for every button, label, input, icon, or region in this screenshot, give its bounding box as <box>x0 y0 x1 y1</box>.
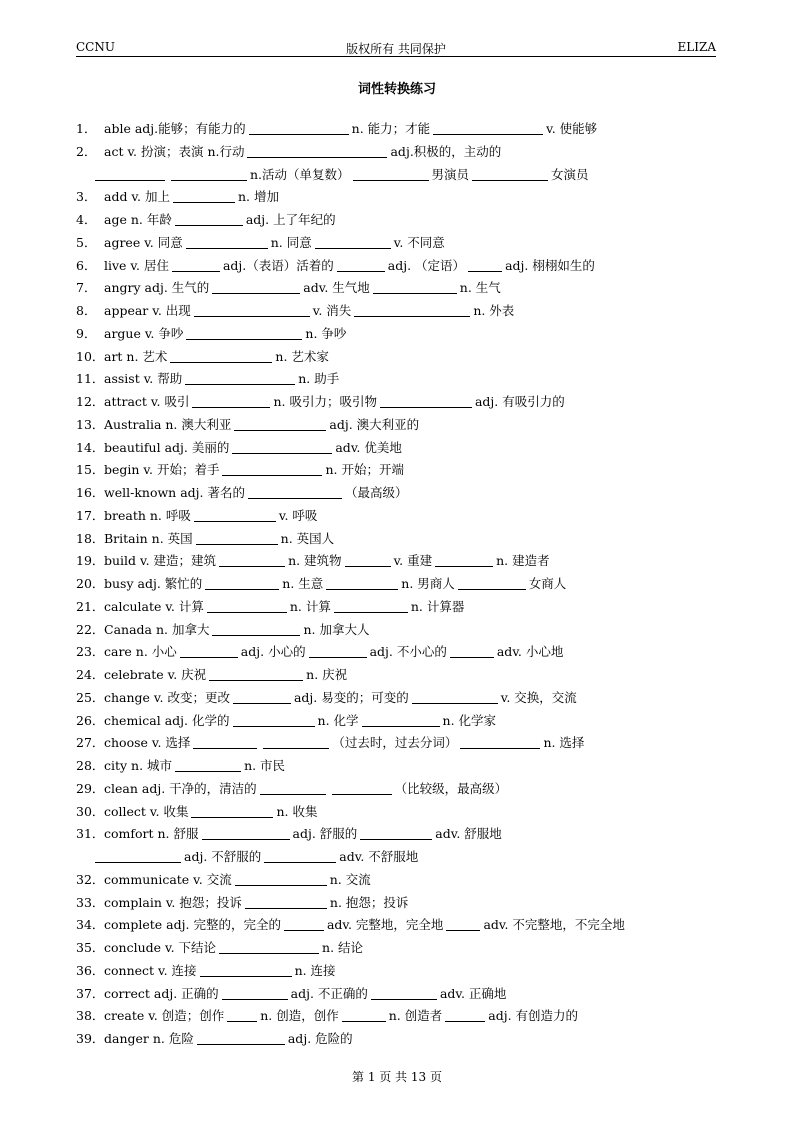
answer-blank <box>227 1007 257 1022</box>
answer-blank <box>234 416 326 431</box>
item-text: beautiful adj. 美丽的 <box>104 439 230 455</box>
item-text: chemical adj. 化学的 <box>104 712 230 728</box>
exercise-item-continuation <box>76 164 716 187</box>
item-text: attract v. 吸引 <box>104 394 190 409</box>
item-number: 1． <box>76 121 97 136</box>
item-text: adv. 不完整地，不完全地 <box>483 917 625 933</box>
item-text: choose v. 选择 <box>104 735 191 751</box>
item-number: 18． <box>76 530 105 546</box>
item-text: adv. 小心地 <box>496 644 564 660</box>
exercise-item <box>76 1028 716 1051</box>
answer-blank <box>194 302 310 317</box>
item-text: adj.积极的，主动的 <box>390 143 502 159</box>
item-text: n. 市民 <box>244 758 286 773</box>
item-text: clean adj. 干净的，清洁的 <box>104 780 257 796</box>
exercise-item <box>76 619 716 642</box>
item-text: n. 增加 <box>237 189 279 205</box>
exercise-item <box>76 755 716 778</box>
item-number: 7． <box>76 280 97 296</box>
exercise-item <box>76 960 716 983</box>
item-text: assist v. 帮助 <box>104 371 183 387</box>
answer-blank <box>245 894 327 909</box>
item-text: adj.（表语）活着的 <box>222 257 334 273</box>
item-number: 3． <box>76 189 97 205</box>
answer-blank <box>263 734 329 749</box>
item-number: 11． <box>76 371 105 387</box>
exercise-item <box>76 550 716 573</box>
answer-blank <box>373 279 457 294</box>
item-number: 39． <box>76 1031 105 1046</box>
exercise-item <box>76 323 716 346</box>
item-number: 4． <box>76 212 97 227</box>
item-number: 35． <box>76 940 105 955</box>
answer-blank <box>205 575 279 590</box>
item-text: adj. 不正确的 <box>290 985 368 1001</box>
item-text: danger n. 危险 <box>104 1031 194 1046</box>
item-text: celebrate v. 庆祝 <box>104 667 207 682</box>
answer-blank <box>186 325 302 340</box>
item-text: （过去时，过去分词） <box>332 735 458 751</box>
item-number: 22． <box>76 621 105 637</box>
answer-blank <box>315 234 391 249</box>
item-number: 2． <box>76 143 97 159</box>
item-text: adv. 生气地 <box>303 280 370 296</box>
item-number: 21． <box>76 598 105 614</box>
exercise-item <box>76 801 716 824</box>
answer-blank <box>468 257 502 272</box>
exercise-item <box>76 641 716 664</box>
answer-blank <box>233 689 291 704</box>
item-text: city n. 城市 <box>104 758 173 773</box>
exercise-item <box>76 1005 716 1028</box>
item-text: adj. 小心的 <box>240 644 306 660</box>
item-number: 33． <box>76 894 105 910</box>
item-text: v. 消失 <box>312 303 352 318</box>
item-text: art n. 艺术 <box>104 348 168 364</box>
item-text: add v. 加上 <box>104 189 170 205</box>
item-number: 10． <box>76 348 105 364</box>
item-text: Canada n. 加拿大 <box>104 621 210 637</box>
item-text: connect v. 连接 <box>104 962 197 978</box>
item-text: 女商人 <box>528 576 567 591</box>
item-number: 28． <box>76 758 105 773</box>
item-number: 31． <box>76 826 105 842</box>
item-text: n. 同意 <box>270 234 312 250</box>
item-text: n. 生气 <box>459 280 501 296</box>
item-text: （比较级，最高级） <box>394 780 508 796</box>
exercise-item <box>76 573 716 596</box>
answer-blank <box>309 643 367 658</box>
answer-blank <box>264 848 336 863</box>
header-right: ELIZA <box>677 40 716 54</box>
exercise-item <box>76 823 716 846</box>
item-text: adj. （定语） <box>387 257 466 273</box>
item-text: n. 抱怨；投诉 <box>329 894 409 910</box>
answer-blank <box>175 211 243 226</box>
item-text: n. 庆祝 <box>306 667 348 682</box>
exercise-item <box>76 414 716 437</box>
answer-blank <box>222 461 322 476</box>
item-text: adj. 栩栩如生的 <box>505 257 595 273</box>
answer-blank <box>173 188 235 203</box>
answer-blank <box>334 598 408 613</box>
answer-blank <box>380 393 472 408</box>
item-text: n. 艺术家 <box>275 348 329 364</box>
item-text: adj. 不舒服的 <box>184 849 262 864</box>
item-text: n. 生意 <box>282 576 324 591</box>
exercise-item <box>76 300 716 323</box>
item-text: n. 建造者 <box>496 553 550 569</box>
answer-blank <box>172 257 220 272</box>
page-footer: 第 1 页 共 13 页 <box>352 1070 442 1084</box>
answer-blank <box>219 939 319 954</box>
item-number: 17． <box>76 507 105 523</box>
page-header <box>76 40 716 57</box>
item-text: adj. 危险的 <box>287 1031 353 1046</box>
item-text: conclude v. 下结论 <box>104 940 217 955</box>
exercise-item <box>76 596 716 619</box>
exercise-item <box>76 710 716 733</box>
answer-blank <box>170 348 272 363</box>
answer-blank <box>175 757 241 772</box>
answer-blank <box>180 643 238 658</box>
item-text: （最高级） <box>344 485 408 500</box>
item-number: 27． <box>76 735 105 751</box>
answer-blank <box>197 1030 285 1045</box>
answer-blank <box>194 507 276 522</box>
exercise-item <box>76 277 716 300</box>
item-text: act v. 扮演；表演 n.行动 <box>104 143 245 159</box>
item-text: adv. 不舒服地 <box>339 849 419 864</box>
answer-blank <box>95 166 165 181</box>
item-text: n. 计算 <box>289 598 331 614</box>
item-text: n. 助手 <box>298 371 340 387</box>
exercise-item <box>76 437 716 460</box>
item-text: n. 连接 <box>294 962 336 978</box>
answer-blank <box>371 985 437 1000</box>
item-text: adv. 正确地 <box>439 985 507 1001</box>
item-text: adv. 完整地，完全地 <box>326 917 444 933</box>
item-text: adj. 上了年纪的 <box>245 212 336 227</box>
item-number: 30． <box>76 803 105 819</box>
answer-blank <box>332 780 392 795</box>
item-number: 29． <box>76 780 105 796</box>
item-number: 37． <box>76 985 105 1001</box>
item-text: v. 交换，交流 <box>500 689 577 705</box>
item-text: appear v. 出现 <box>104 303 191 318</box>
item-text: Australia n. 澳大利亚 <box>104 416 232 432</box>
answer-blank <box>171 166 247 181</box>
exercise-item <box>76 914 716 937</box>
answer-blank <box>186 234 268 249</box>
exercise-item <box>76 346 716 369</box>
item-text: agree v. 同意 <box>104 234 183 250</box>
answer-blank <box>472 166 548 181</box>
item-number: 34． <box>76 917 105 933</box>
item-text: v. 使能够 <box>546 121 598 136</box>
item-text: create v. 创造；创作 <box>104 1008 225 1024</box>
item-text: n. 吸引力；吸引物 <box>273 394 377 409</box>
item-text: v. 重建 <box>393 553 433 569</box>
exercise-item <box>76 778 716 801</box>
item-text: adj. 澳大利亚的 <box>329 416 420 432</box>
item-text: well-known adj. 著名的 <box>104 485 245 500</box>
item-text: n. 交流 <box>329 871 371 887</box>
exercise-item <box>76 118 716 141</box>
answer-blank <box>435 552 493 567</box>
exercise-item <box>76 186 716 209</box>
exercise-item <box>76 505 716 528</box>
item-number: 5． <box>76 234 97 250</box>
answer-blank <box>260 780 326 795</box>
answer-blank <box>433 120 543 135</box>
answer-blank <box>193 734 257 749</box>
item-text: 男演员 <box>431 166 470 182</box>
item-text: age n. 年龄 <box>104 212 172 227</box>
exercise-item <box>76 528 716 551</box>
answer-blank <box>222 985 288 1000</box>
item-number: 13． <box>76 416 105 432</box>
answer-blank <box>458 575 526 590</box>
item-text: n. 收集 <box>276 803 318 819</box>
exercise-item <box>76 459 716 482</box>
item-text: adj. 不小心的 <box>369 644 447 660</box>
header-left: CCNU <box>76 40 115 54</box>
item-number: 6． <box>76 257 97 273</box>
item-text: n. 能力；才能 <box>351 121 431 136</box>
answer-blank <box>284 916 324 931</box>
item-text: n. 建筑物 <box>288 553 342 569</box>
answer-blank <box>219 552 285 567</box>
exercise-item <box>76 255 716 278</box>
item-text: v. 呼吸 <box>278 507 318 523</box>
item-text: live v. 居住 <box>104 257 169 273</box>
item-number: 38． <box>76 1008 105 1024</box>
exercise-item <box>76 664 716 687</box>
page-title: 词性转换练习 <box>357 82 436 97</box>
item-text: care n. 小心 <box>104 644 177 660</box>
item-number: 32． <box>76 871 105 887</box>
item-text: angry adj. 生气的 <box>104 280 210 296</box>
item-text: adj. 有创造力的 <box>488 1008 579 1024</box>
exercise-item <box>76 687 716 710</box>
item-number: 26． <box>76 712 105 728</box>
exercise-item <box>76 232 716 255</box>
item-number: 20． <box>76 576 105 591</box>
item-text: begin v. 开始；着手 <box>104 462 220 478</box>
item-text: change v. 改变；更改 <box>104 689 230 705</box>
item-text: calculate v. 计算 <box>104 598 204 614</box>
answer-blank <box>362 712 440 727</box>
exercise-item-continuation <box>76 846 716 869</box>
item-text: build v. 建造；建筑 <box>104 553 217 569</box>
answer-blank <box>212 621 300 636</box>
item-text: n. 开始；开端 <box>325 462 404 478</box>
item-text: Britain n. 英国 <box>104 530 193 546</box>
item-text: n. 争吵 <box>305 325 347 341</box>
answer-blank <box>360 825 432 840</box>
exercise-item <box>76 732 716 755</box>
exercise-item <box>76 209 716 232</box>
exercise-item <box>76 368 716 391</box>
item-text: correct adj. 正确的 <box>104 985 219 1001</box>
answer-blank <box>209 666 303 681</box>
item-number: 15． <box>76 462 105 478</box>
answer-blank <box>249 120 349 135</box>
item-text: n. 计算器 <box>410 598 465 614</box>
item-text: complain v. 抱怨；投诉 <box>104 894 242 910</box>
answer-blank <box>202 825 290 840</box>
answer-blank <box>248 484 342 499</box>
item-text: n. 创造者 <box>388 1008 443 1024</box>
item-number: 25． <box>76 689 105 705</box>
item-text: breath n. 呼吸 <box>104 507 191 523</box>
answer-blank <box>337 257 385 272</box>
exercise-item <box>76 482 716 505</box>
item-number: 36． <box>76 962 105 978</box>
answer-blank <box>191 803 273 818</box>
header-center: 版权所有 共同保护 <box>346 42 446 56</box>
item-text: n. 英国人 <box>280 530 335 546</box>
exercise-item <box>76 983 716 1006</box>
answer-blank <box>200 962 292 977</box>
answer-blank <box>185 370 295 385</box>
exercise-item <box>76 869 716 892</box>
item-number: 23． <box>76 644 105 660</box>
item-number: 16． <box>76 485 105 500</box>
answer-blank <box>326 575 398 590</box>
item-text: n. 加拿大人 <box>303 621 370 637</box>
item-text: adv. 优美地 <box>335 439 402 455</box>
answer-blank <box>354 302 470 317</box>
answer-blank <box>446 916 480 931</box>
answer-blank <box>212 279 300 294</box>
item-number: 14． <box>76 439 105 455</box>
exercise-item <box>76 937 716 960</box>
answer-blank <box>247 143 387 158</box>
item-text: argue v. 争吵 <box>104 325 184 341</box>
answer-blank <box>450 643 494 658</box>
answer-blank <box>353 166 429 181</box>
answer-blank <box>233 712 315 727</box>
item-text: adj. 有吸引力的 <box>474 394 565 409</box>
item-text: v. 不同意 <box>393 234 445 250</box>
item-text: comfort n. 舒服 <box>104 826 199 842</box>
answer-blank <box>95 848 181 863</box>
item-text: n. 结论 <box>322 940 364 955</box>
item-text: busy adj. 繁忙的 <box>104 576 203 591</box>
item-text: complete adj. 完整的，完全的 <box>104 917 281 933</box>
item-text: n.活动（单复数） <box>250 166 350 182</box>
exercise-item <box>76 141 716 164</box>
answer-blank <box>196 530 278 545</box>
answer-blank <box>345 552 391 567</box>
item-text: collect v. 收集 <box>104 803 189 819</box>
item-text: adj. 易变的；可变的 <box>293 689 409 705</box>
answer-blank <box>445 1007 485 1022</box>
exercise-item <box>76 391 716 414</box>
exercise-item <box>76 892 716 915</box>
item-number: 24． <box>76 667 105 682</box>
item-text: n. 选择 <box>543 735 585 751</box>
answer-blank <box>207 598 287 613</box>
item-text: adj. 舒服的 <box>292 826 358 842</box>
item-text: n. 化学家 <box>442 712 497 728</box>
item-number: 9． <box>76 325 97 341</box>
item-text: n. 男商人 <box>401 576 455 591</box>
item-number: 12． <box>76 394 105 409</box>
item-text: adv. 舒服地 <box>435 826 502 842</box>
item-text: communicate v. 交流 <box>104 871 232 887</box>
item-number: 8． <box>76 303 97 318</box>
answer-blank <box>192 393 270 408</box>
item-text: able adj.能够；有能力的 <box>104 121 246 136</box>
item-text: n. 外表 <box>473 303 515 318</box>
item-text: n. 创造，创作 <box>260 1008 339 1024</box>
answer-blank <box>235 871 327 886</box>
answer-blank <box>342 1007 386 1022</box>
item-number: 19． <box>76 553 105 569</box>
answer-blank <box>460 734 540 749</box>
answer-blank <box>412 689 498 704</box>
item-text: n. 化学 <box>317 712 359 728</box>
answer-blank <box>232 439 332 454</box>
item-text: 女演员 <box>551 166 589 182</box>
exercise-list <box>76 118 716 1051</box>
